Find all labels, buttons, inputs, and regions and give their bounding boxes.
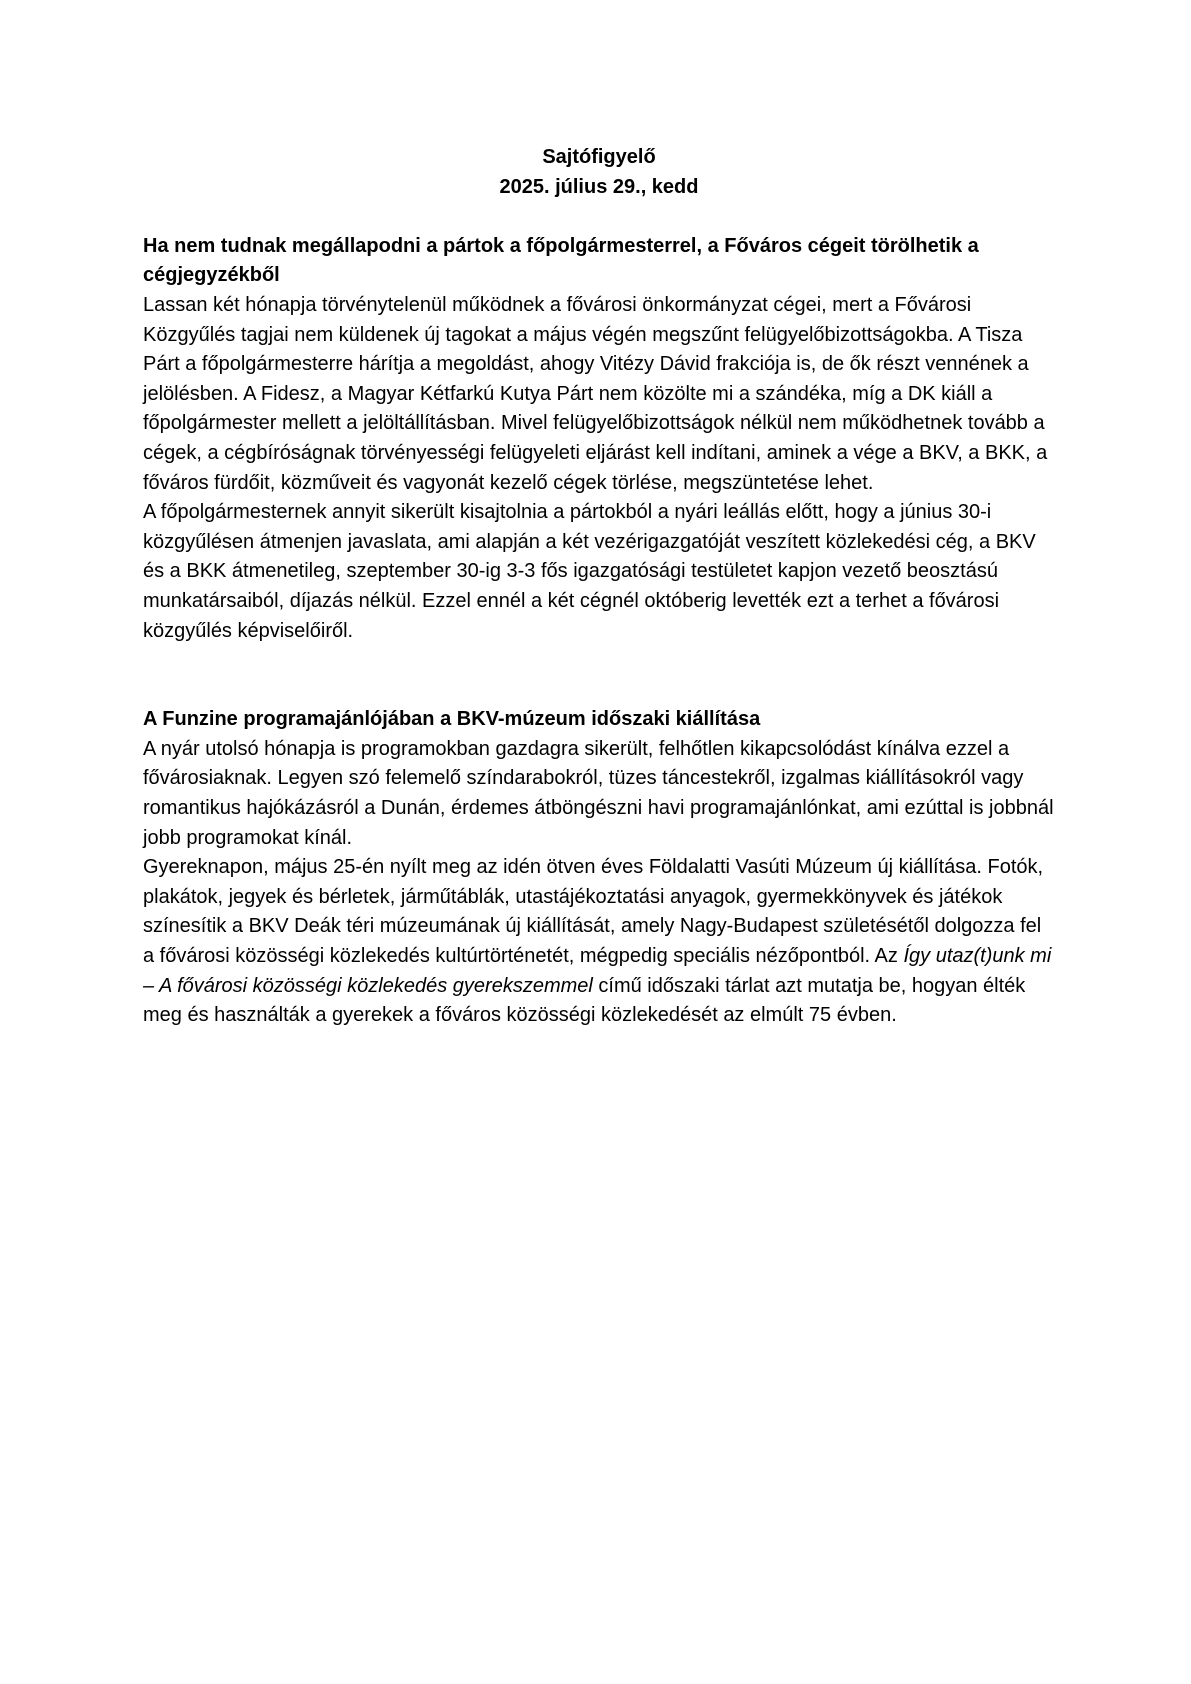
paragraph-text: Gyereknapon, május 25-én nyílt meg az idén ötven éves Földalatti Vasúti Múzeum új kiállítása. Fotók, plakátok, jegyek és bérletek, járműtáblák, utastájékoztatási anyagok, gyermekkönyvek és játékok színesítik a BKV Deák téri múzeumának új kiállítását, amely Nagy-Budapest születésétől dolgozza fel a fővárosi közösségi közlekedés kultúrtörténetét, mégpedig speciális nézőpontból. Az xyxy=(143,856,1044,968)
article-paragraph: A főpolgármesternek annyit sikerült kisajtolnia a pártokból a nyári leállás előtt, hogy a június 30-i közgyűlésen átmenjen javaslata, ami alapján a két vezérigazgatóját veszített közlekedési cég, a BKV és a BKK átmenetileg, szeptember 30-ig 3-3 fős igazgatósági testületet kapjon vezető beosztású munkatársaiból, díjazás nélkül. Ezzel ennél a két cégnél októberig levették ezt a terhet a fővárosi közgyűlés képviselőiről. xyxy=(143,501,1036,642)
document-title: Sajtófigyelő xyxy=(542,146,656,168)
article-paragraph: Lassan két hónapja törvénytelenül működnek a fővárosi önkormányzat cégei, mert a Fővárosi Közgyűlés tagjai nem küldenek új tagokat a május végén megszűnt felügyelőbizottságokba. A Tisza Párt a főpolgármesterre hárítja a megoldást, ahogy Vitézy Dávid frakciója is, de ők részt vennének a jelölésben. A Fidesz, a Magyar Kétfarkú Kutya Párt nem közölte mi a szándéka, míg a DK kiáll a főpolgármester mellett a jelöltállításban. Mivel felügyelőbizottságok nélkül nem működhetnek tovább a cégek, a cégbíróságnak törvényességi felügyeleti eljárást kell indítani, aminek a vége a BKV, a BKK, a főváros fürdőit, közműveit és vagyonát kezelő cégek törlése, megszüntetése lehet. xyxy=(143,293,1048,494)
exhibition-title-italic: Így utaz(t)unk mi – A fővárosi közösségi közlekedés gyerekszemmel xyxy=(143,945,1052,997)
article-headline: A Funzine programajánlójában a BKV-múzeum időszaki kiállítása xyxy=(143,708,761,731)
article-paragraph xyxy=(143,853,1055,1031)
article-headline: Ha nem tudnak megállapodni a pártok a főpolgármesterrel, a Főváros cégeit törölhetik a cégjegyzékből xyxy=(143,234,979,287)
article-paragraph: A nyár utolsó hónapja is programokban gazdagra sikerült, felhőtlen kikapcsolódást kínálva ezzel a fővárosiaknak. Legyen szó felemelő színdarabokról, tüzes táncestekről, izgalmas kiállításokról vagy romantikus hajókázásról a Dunán, érdemes átböngészni havi programajánlónkat, ami ezúttal is jobbnál jobb programokat kínál. xyxy=(143,737,1054,849)
spacer xyxy=(143,202,1055,232)
document-page xyxy=(143,143,1055,1031)
document-header xyxy=(143,143,1055,202)
spacer xyxy=(143,646,1055,705)
article-2 xyxy=(143,705,1055,1031)
article-1 xyxy=(143,232,1055,646)
document-date: 2025. július 29., kedd xyxy=(499,175,699,198)
paragraph-text: című időszaki tárlat azt mutatja be, hogyan élték meg és használták a gyerekek a főváros közösségi közlekedését az elmúlt 75 évben. xyxy=(143,974,1026,1027)
